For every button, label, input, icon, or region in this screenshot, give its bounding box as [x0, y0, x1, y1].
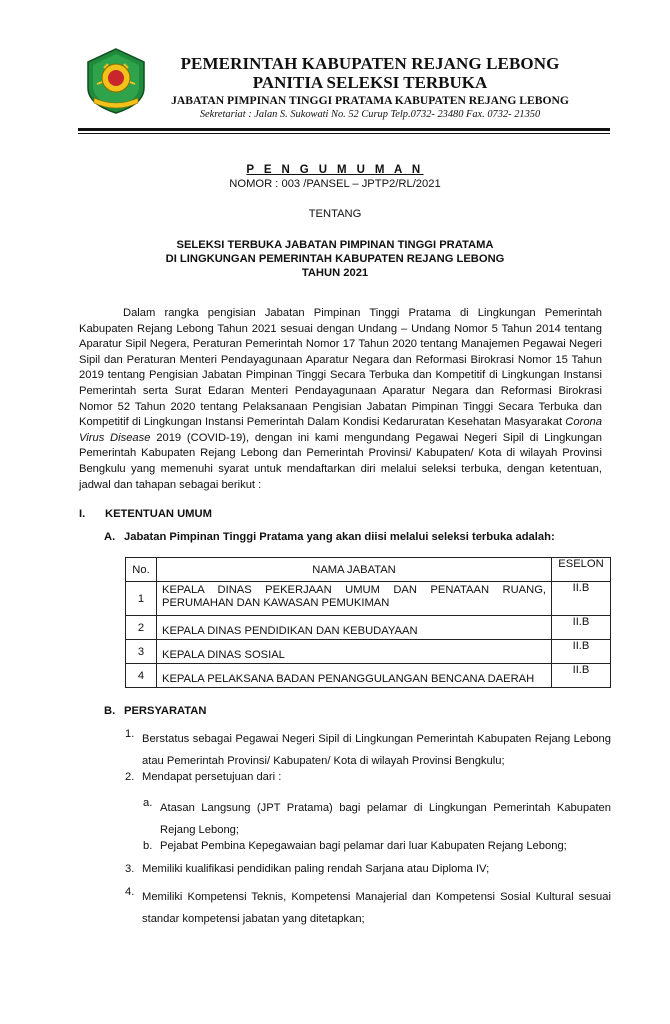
intro-italic-term: Corona Virus Disease [79, 416, 602, 444]
row-position-name: KEPALA DINAS PEKERJAAN UMUM DAN PENATAAN RUANG, PERUMAHAN DAN KAWASAN PEMUKIMAN [157, 582, 552, 616]
subsection-a-title: Jabatan Pimpinan Tinggi Pratama yang akan diisi melalui seleksi terbuka adalah: [124, 531, 555, 543]
requirement-sub-text: Pejabat Pembina Kepegawaian bagi pelamar dari luar Kabupaten Rejang Lebong; [160, 840, 567, 852]
announcement-title: P E N G U M U M A N [246, 164, 424, 176]
row-eselon: II.B [552, 582, 611, 616]
section-1-title: KETENTUAN UMUM [105, 508, 212, 520]
header-no: No. [126, 558, 157, 582]
subsection-a-letter: A. [104, 531, 116, 543]
table-row [126, 640, 611, 664]
letterhead-divider-thin [78, 133, 610, 134]
row-no: 3 [126, 640, 157, 664]
row-no: 2 [126, 616, 157, 640]
row-eselon: II.B [552, 664, 611, 688]
row-eselon: II.B [552, 640, 611, 664]
row-position-name: KEPALA DINAS SOSIAL [157, 640, 552, 664]
subject-line-1: SELEKSI TERBUKA JABATAN PIMPINAN TINGGI PRATAMA [176, 239, 494, 251]
header-position-name: NAMA JABATAN [157, 558, 552, 582]
letterhead-divider-thick [78, 128, 610, 131]
announcement-about-label: TENTANG [308, 208, 362, 220]
requirement-number: 4. [125, 886, 135, 898]
letterhead-position-title: JABATAN PIMPINAN TINGGI PRATAMA KABUPATEN REJANG LEBONG [171, 94, 569, 107]
requirement-number: 1. [125, 728, 135, 740]
subject-line-2: DI LINGKUNGAN PEMERINTAH KABUPATEN REJANG LEBONG [165, 253, 505, 265]
requirement-sub-text: Atasan Langsung (JPT Pratama) bagi pelamar di Lingkungan Pemerintah Kabupaten Rejang Lebong; [160, 802, 611, 836]
requirement-number: 3. [125, 863, 135, 875]
letterhead-text [160, 54, 580, 121]
letterhead-government-name: PEMERINTAH KABUPATEN REJANG LEBONG [180, 54, 560, 73]
requirement-number: 2. [125, 771, 135, 783]
announcement-number: NOMOR : 003 /PANSEL – JPTP2/RL/2021 [229, 178, 441, 190]
header-eselon: ESELON [552, 558, 611, 582]
row-no: 4 [126, 664, 157, 688]
subsection-b-title: PERSYARATAN [124, 705, 207, 717]
row-eselon: II.B [552, 616, 611, 640]
row-position-name: KEPALA PELAKSANA BADAN PENANGGULANGAN BENCANA DAERAH [157, 664, 552, 688]
requirement-sub-letter: b. [143, 840, 153, 852]
intro-text-part1: Dalam rangka pengisian Jabatan Pimpinan Tinggi Pratama di Lingkungan Pemerintah Kabupaten Rejang Lebong Tahun 2021 sesuai dengan Undang – Undang Nomor 5 Tahun 2014 tentang Aparatur Sipil Negera, Peraturan Pemerintah Nomor 17 Tahun 2020 tentang Manajemen Pegawai Negeri Sipil dan Peraturan Menteri Pendayagunaan Aparatur Negara dan Reformasi Birokrasi Nomor 15 Tahun 2019 tentang Pengisian Jabatan Pimpinan Tinggi Secara Terbuka dan Kompetitif di Lingkungan Instansi Pemerintah serta Surat Edaran Menteri Pendayagunaan Aparatur Negara dan Reformasi Birokrasi Nomor 52 Tahun 2020 tentang Pelaksanaan Pengisian Jabatan Pimpinan Tinggi Secara Terbuka dan Kompetitif di Lingkungan Instansi Pemerintah Dalam Kondisi Kedaruratan Kesehatan Masyarakat [79, 307, 602, 429]
requirement-sub-letter: a. [143, 797, 153, 809]
intro-paragraph [79, 306, 602, 493]
subsection-b-letter: B. [104, 705, 116, 717]
row-position-name: KEPALA DINAS PENDIDIKAN DAN KEBUDAYAAN [157, 616, 552, 640]
requirement-text: Mendapat persetujuan dari : [142, 771, 282, 783]
table-row [126, 664, 611, 688]
table-row [126, 616, 611, 640]
table-row [126, 582, 611, 616]
requirement-text: Memiliki Kompetensi Teknis, Kompetensi Manajerial dan Kompetensi Sosial Kultural sesuai standar kompetensi jabatan yang ditetapkan; [142, 891, 611, 925]
intro-text-part2: 2019 (COVID-19), dengan ini kami mengundang Pegawai Negeri Sipil di Lingkungan Pemerintah Kabupaten Rejang Lebong dan Pemerintah Provinsi/ Kabupaten/ Kota di wilayah Provinsi Bengkulu yang memenuhi syarat untuk mendaftarkan diri melalui seleksi terbuka, dengan ketentuan, jadwal dan tahapan sebagai berikut : [79, 431, 602, 491]
letterhead-committee-name: PANITIA SELEKSI TERBUKA [252, 73, 488, 92]
requirement-text: Berstatus sebagai Pegawai Negeri Sipil di Lingkungan Pemerintah Kabupaten Rejang Lebong atau Pemerintah Provinsi/ Kabupaten/ Kota di wilayah Provinsi Bengkulu; [142, 733, 611, 767]
announcement-subject [0, 238, 670, 280]
subject-line-3: TAHUN 2021 [301, 267, 369, 279]
table-header-row [126, 558, 611, 582]
regency-emblem-logo [80, 46, 152, 116]
requirement-text: Memiliki kualifikasi pendidikan paling rendah Sarjana atau Diploma IV; [142, 863, 490, 875]
row-no: 1 [126, 582, 157, 616]
letterhead-address: Sekretariat : Jalan S. Sukowati No. 52 Curup Telp.0732- 23480 Fax. 0732- 21350 [199, 109, 541, 120]
positions-table [125, 557, 611, 688]
section-1-number: I. [79, 508, 86, 520]
